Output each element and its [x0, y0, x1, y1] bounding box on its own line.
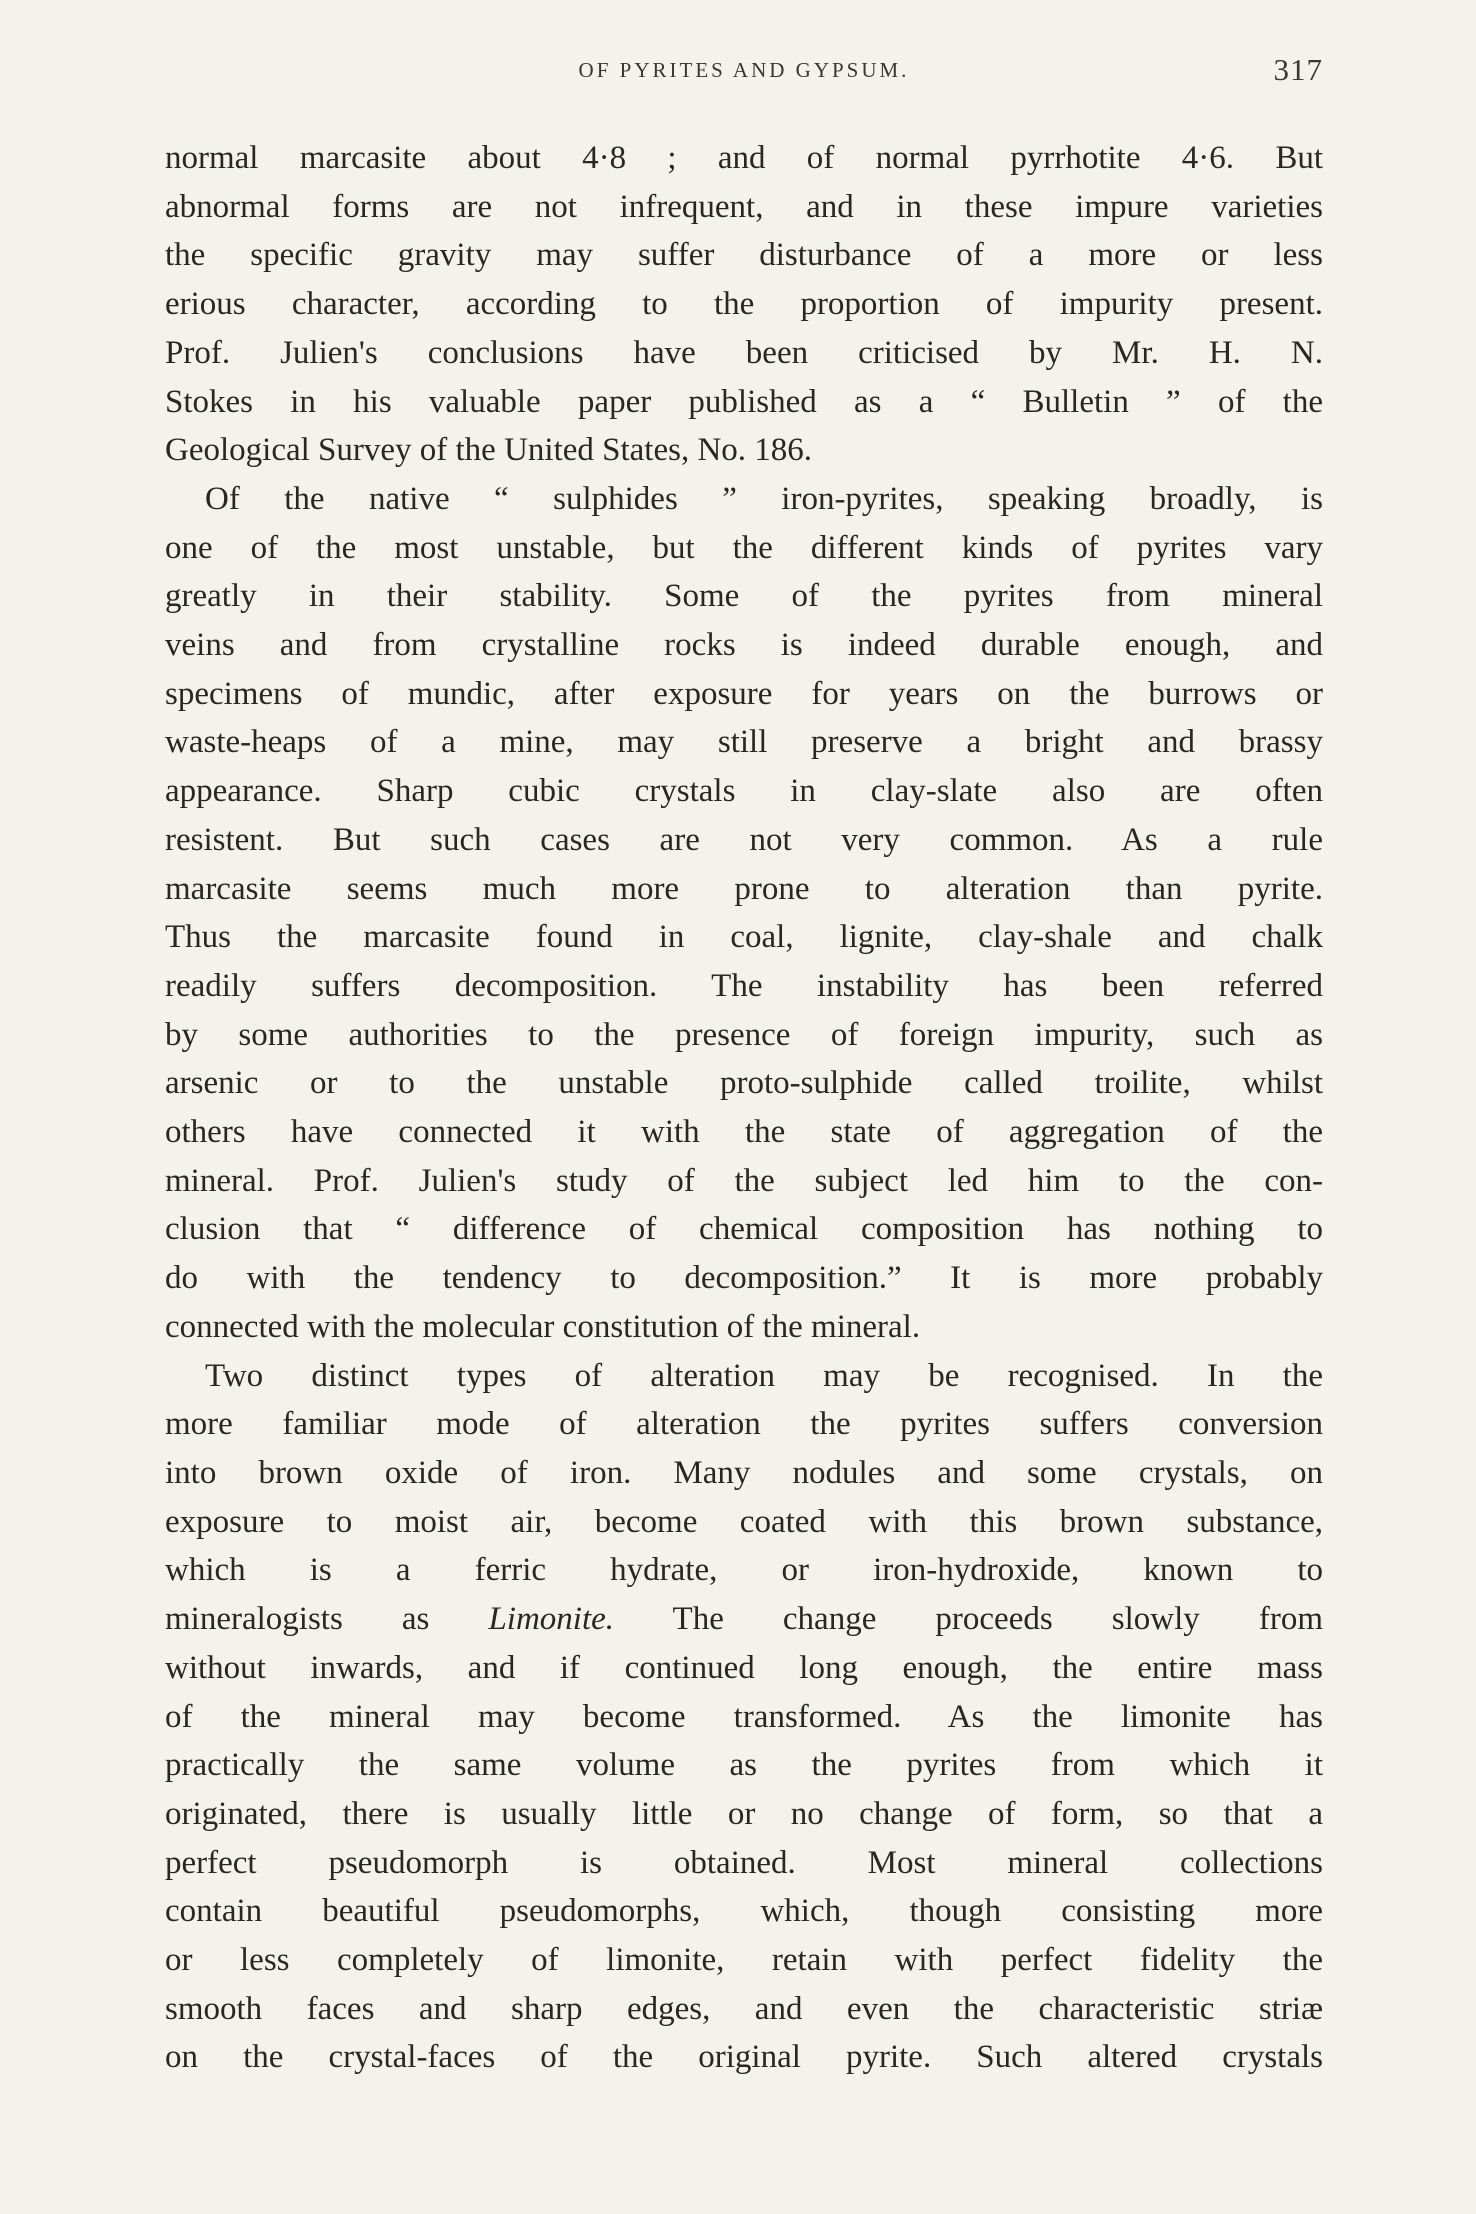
- text-line: into brown oxide of iron. Many nodules and some crystals, on: [165, 1454, 1323, 1491]
- italic-term: Limonite.: [488, 1601, 615, 1638]
- running-head: [165, 52, 1323, 92]
- text-line: Stokes in his valuable paper published as a “ Bulletin ” of the: [165, 383, 1323, 420]
- text-line: clusion that “ difference of chemical composition has nothing to: [165, 1211, 1323, 1248]
- text-line: Thus the marcasite found in coal, lignite, clay-shale and chalk: [165, 919, 1323, 956]
- text-line: greatly in their stability. Some of the pyrites from mineral: [165, 578, 1323, 615]
- text-line: specimens of mundic, after exposure for years on the burrows or: [165, 675, 1323, 712]
- text-line: practically the same volume as the pyrites from which it: [165, 1747, 1323, 1784]
- running-head-title: OF PYRITES AND GYPSUM.: [578, 58, 910, 82]
- text-line: normal marcasite about 4·8 ; and of normal pyrrhotite 4·6. But: [165, 140, 1323, 176]
- text-line: the specific gravity may suffer disturbance of a more or less: [165, 237, 1323, 274]
- text-line: on the crystal-faces of the original pyrite. Such altered crystals: [165, 2039, 1323, 2076]
- text-line: one of the most unstable, but the different kinds of pyrites vary: [165, 529, 1323, 566]
- paragraph-3: [165, 1352, 1323, 2083]
- page-number: 317: [1273, 52, 1323, 87]
- text-line: Prof. Julien's conclusions have been criticised by Mr. H. N.: [165, 334, 1323, 371]
- text-line: readily suffers decomposition. The instability has been referred: [165, 967, 1323, 1004]
- text-line: mineral. Prof. Julien's study of the subject led him to the con-: [165, 1162, 1323, 1199]
- text-line: by some authorities to the presence of foreign impurity, such as: [165, 1016, 1323, 1053]
- text-line: or less completely of limonite, retain with perfect fidelity the: [165, 1942, 1323, 1979]
- body-text: [165, 134, 1323, 2082]
- paragraph-1: [165, 134, 1323, 475]
- text-line: waste-heaps of a mine, may still preserve a bright and brassy: [165, 724, 1323, 761]
- text-line: contain beautiful pseudomorphs, which, though consisting more: [165, 1893, 1323, 1930]
- text-line: arsenic or to the unstable proto-sulphide called troilite, whilst: [165, 1065, 1323, 1102]
- text-line: Of the native “ sulphides ” iron-pyrites, speaking broadly, is: [205, 480, 1323, 517]
- text-line: of the mineral may become transformed. As the limonite has: [165, 1698, 1323, 1735]
- text-line: erious character, according to the proportion of impurity present.: [165, 286, 1323, 323]
- text-line: marcasite seems much more prone to alteration than pyrite.: [165, 870, 1323, 907]
- text-line: perfect pseudomorph is obtained. Most mineral collections: [165, 1844, 1323, 1881]
- text-fragment: mineralogists as: [165, 1601, 430, 1638]
- text-line: do with the tendency to decomposition.” It is more probably: [165, 1260, 1323, 1297]
- text-line: veins and from crystalline rocks is indeed durable enough, and: [165, 627, 1323, 664]
- paragraph-2: [165, 475, 1323, 1352]
- text-line-with-italic: [165, 1595, 1323, 1644]
- text-line: connected with the molecular constitution of the mineral.: [165, 1308, 921, 1345]
- text-line: appearance. Sharp cubic crystals in clay-slate also are often: [165, 773, 1323, 810]
- text-line: resistent. But such cases are not very common. As a rule: [165, 821, 1323, 858]
- text-fragment: The change proceeds slowly from: [672, 1601, 1323, 1638]
- text-line: originated, there is usually little or no change of form, so that a: [165, 1795, 1323, 1832]
- text-line: Two distinct types of alteration may be recognised. In the: [205, 1357, 1323, 1394]
- text-line: more familiar mode of alteration the pyrites suffers conversion: [165, 1406, 1323, 1443]
- text-line: which is a ferric hydrate, or iron-hydroxide, known to: [165, 1552, 1323, 1589]
- text-line: abnormal forms are not infrequent, and in these impure varieties: [165, 188, 1323, 225]
- text-line: others have connected it with the state of aggregation of the: [165, 1114, 1323, 1151]
- text-line: without inwards, and if continued long enough, the entire mass: [165, 1649, 1323, 1686]
- text-line: Geological Survey of the United States, No. 186.: [165, 432, 813, 469]
- text-line: smooth faces and sharp edges, and even the characteristic striæ: [165, 1990, 1323, 2027]
- text-line: exposure to moist air, become coated with this brown substance,: [165, 1503, 1323, 1540]
